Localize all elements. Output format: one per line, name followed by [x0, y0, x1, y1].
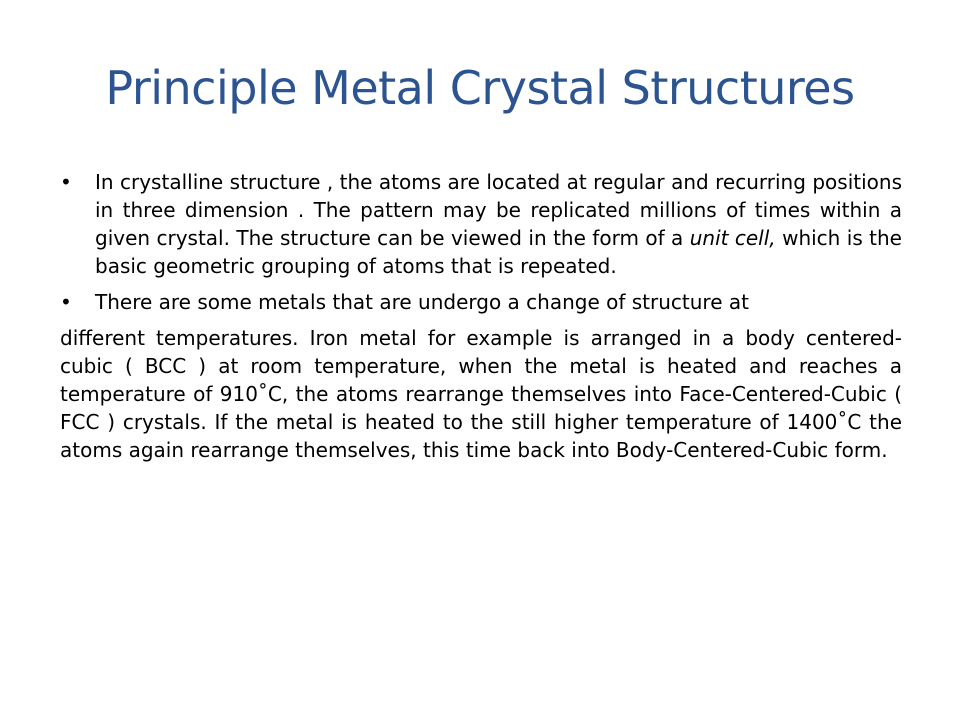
bullet-text-start: In crystalline structure , the atoms are located at regular and recurring positions in three dimension . The pattern may be replicated millions of times within a given crystal. The structure can be viewed in the form of a: [95, 170, 902, 250]
bullet-text-end: which is the basic geometric grouping of atoms that is repeated.: [95, 226, 902, 278]
bullet-item-1: [60, 168, 902, 280]
bullet-marker: •: [60, 290, 72, 314]
bullet-text-italic: unit cell,: [689, 226, 776, 250]
bullet-marker: •: [60, 170, 72, 194]
slide-content: [60, 168, 902, 464]
bullet-text: There are some metals that are undergo a change of structure at: [95, 290, 749, 314]
bullet-text: [95, 168, 902, 280]
bullet-item-2: [60, 288, 902, 316]
continuation-paragraph: different temperatures. Iron metal for example is arranged in a body centered-cubic ( BCC ) at room temperature, when the metal is heated and reaches a temperature of 910˚C, the atoms rearrange themselves into Face-Centered-Cubic ( FCC ) crystals. If the metal is heated to the still higher temperature of 1400˚C the atoms again rearrange themselves, this time back into Body-Centered-Cubic form.: [60, 326, 902, 462]
slide-title: Principle Metal Crystal Structures: [105, 61, 855, 115]
